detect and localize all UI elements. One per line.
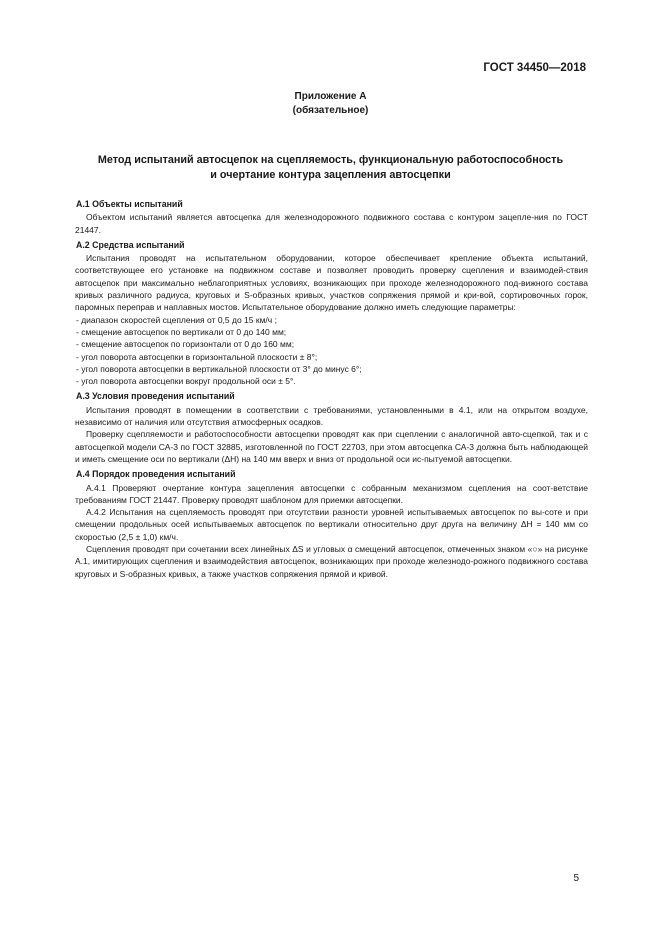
list-item: - угол поворота автосцепки в вертикальной плоскости от 3° до минус 6°;	[76, 363, 362, 374]
section-a1-paragraph: Объектом испытаний является автосцепка для железнодорожного подвижного состава с контуром зацепле-ния по ГОСТ 21447.	[75, 212, 588, 235]
standard-code: ГОСТ 34450—2018	[483, 62, 586, 74]
section-a4	[75, 468, 588, 580]
appendix-kind: (обязательное)	[292, 105, 369, 116]
page-number: 5	[573, 873, 579, 884]
document-title	[60, 153, 601, 182]
list-item: - диапазон скоростей сцепления от 0,5 до 15 км/ч ;	[76, 314, 277, 325]
section-a4-paragraph-1: А.4.1 Проверяют очертание контура зацепления автосцепки с собранным механизмом сцепления на соот-ветствие требованиям ГОСТ 21447. Проверку проводят шаблоном для приемки автосцепки.	[75, 482, 588, 505]
section-a3	[75, 390, 588, 465]
list-item: - угол поворота автосцепки в горизонтальной плоскости ± 8°;	[76, 351, 318, 362]
section-a2	[75, 239, 588, 388]
section-a3-paragraph-1: Испытания проводят в помещении в соответствии с требованиями, установленными в 4.1, или на открытом воздухе, независимо от наличия или отсутствия атмосферных осадков.	[75, 404, 588, 428]
document-title-line-1: Метод испытаний автосцепок на сцепляемость, функциональную работоспособность	[97, 154, 564, 166]
section-a1-heading: А.1 Объекты испытаний	[76, 199, 183, 209]
section-a4-paragraph-3: Сцепления проводят при сочетании всех линейных ΔS и угловых α смещений автосцепок, отмеченных знаком «○» на рисунке А.1, имитирующих сцепления и взаимодействия автосцепок, возникающих при проходе железнодо-рожного подвижного состава круговых и S-образных кривых, а также участков сопряжения прямой и кривой.	[75, 544, 588, 579]
section-a3-heading: А.3 Условия проведения испытаний	[76, 391, 235, 402]
list-item: - смещение автосцепок по вертикали от 0 до 140 мм;	[76, 326, 287, 337]
appendix-title: Приложение А	[294, 91, 367, 102]
section-a2-heading: А.2 Средства испытаний	[76, 239, 185, 250]
list-item: - смещение автосцепок по горизонтали от 0 до 160 мм;	[76, 339, 295, 350]
document-body	[75, 198, 588, 580]
list-item: - угол поворота автосцепки вокруг продольной оси ± 5°.	[76, 376, 296, 387]
document-title-line-2: и очертание контура зацепления автосцепки	[210, 168, 451, 181]
section-a2-paragraph: Испытания проводят на испытательном оборудовании, которое обеспечивает крепление объекта испытаний, соответствующее его установке на подвижном составе и позволяет проводить проверку сцепления и взаимодей-ствия автосцепок при максимально неблагоприятных условиях, возникающих при проходе железнодорожного под-вижного состава кривых различного радиуса, круговых и S-образных кривых, участков сопряжения прямой и кри-вой, сортировочных горок, паромных переправ и наплавных мостов. Испытательное оборудование должно иметь следующие параметры:	[75, 253, 588, 313]
parameters-list	[75, 314, 588, 388]
section-a1	[75, 198, 588, 236]
section-a3-paragraph-2: Проверку сцепляемости и работоспособности автосцепки проводят как при сцеплении с аналогичной авто-сцепкой, так и с автосцепкой модели СА-3 по ГОСТ 32885, изготовленной по ГОСТ 22703, при этом автосцепка СА-3 должна быть наблюдающей и иметь смещение оси по вертикали (ΔН) на 140 мм вверх и вниз от продольной оси ис-пытуемой автосцепки.	[75, 429, 588, 464]
section-a4-heading: А.4 Порядок проведения испытаний	[76, 469, 236, 480]
section-a4-paragraph-2: А.4.2 Испытания на сцепляемость проводят при отсутствии разности уровней испытываемых автосцепок по вы-соте и при смещении продольных осей испытываемых автосцепок по вертикали относительно друг друга на величину ΔН = 140 мм со скоростью (2,5 ± 1,0) км/ч.	[75, 507, 588, 542]
